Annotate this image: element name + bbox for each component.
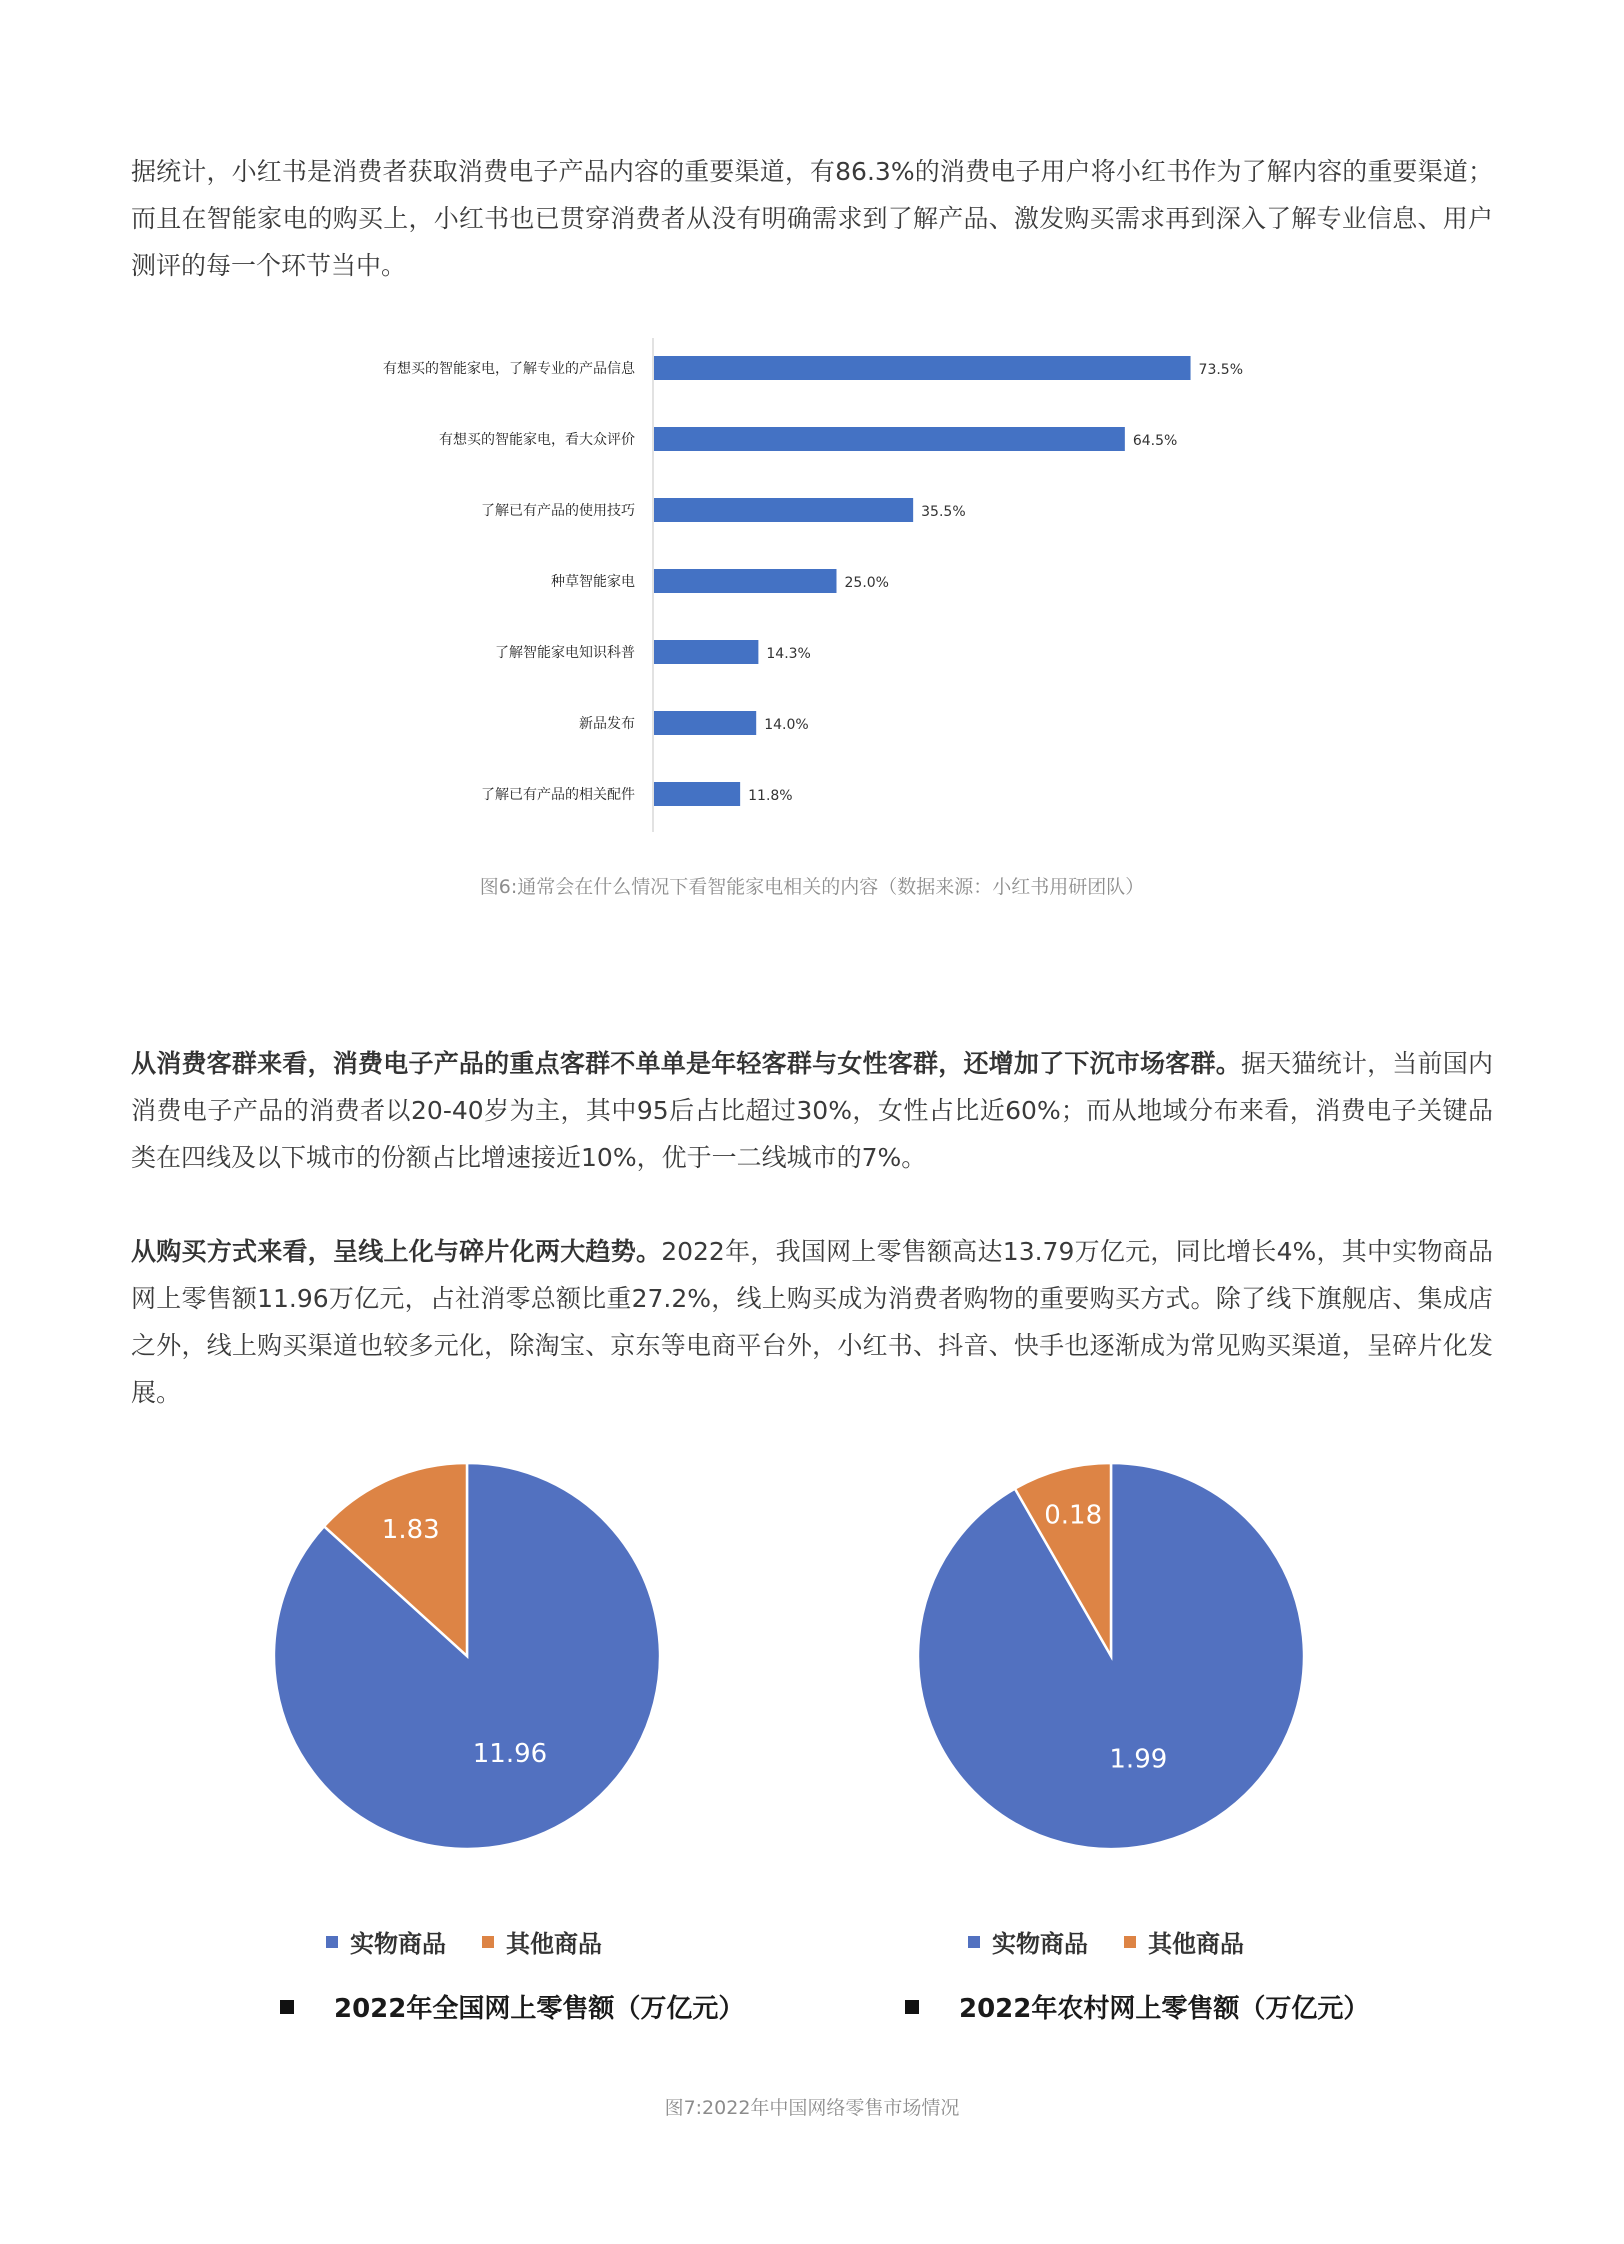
bar	[654, 356, 1191, 380]
pie-chart-national	[257, 1446, 677, 1866]
pie-value-label: 0.18	[1044, 1500, 1103, 1531]
legend-label: 实物商品	[992, 1930, 1088, 1958]
bar	[654, 782, 740, 806]
bar-category-label: 有想买的智能家电，了解专业的产品信息	[383, 361, 635, 377]
bar	[654, 427, 1125, 451]
bar-value-label: 64.5%	[1132, 433, 1178, 449]
purchase-paragraph-text: 2022年，我国网上零售额高达13.79万亿元，同比增长4%，其中实物商品网上零售额11.96万亿元，占社消零总额比重27.2%，线上购买成为消费者购物的重要购买方式。除了线下旗舰店、集成店之外，线上购买渠道也较多元化，除淘宝、京东等电商平台外，小红书、抖音、快手也逐渐成为常见购买渠道，呈碎片化发展。	[131, 1237, 1493, 1407]
bar	[654, 711, 756, 735]
legend-label: 其他商品	[506, 1930, 602, 1958]
legend-item-physical	[968, 1924, 1088, 1959]
purchase-paragraph-bold: 从购买方式来看，呈线上化与碎片化两大趋势。	[131, 1237, 662, 1266]
bar-value-label: 14.0%	[764, 717, 809, 733]
consumer-paragraph-bold: 从消费客群来看，消费电子产品的重点客群不单单是年轻客群与女性客群，还增加了下沉市场客群。	[131, 1049, 1241, 1078]
pie-title-text: 2022年全国网上零售额（万亿元）	[334, 1994, 745, 2024]
bar-chart	[0, 330, 1624, 850]
pie-value-label: 1.83	[381, 1514, 440, 1545]
bar-category-label: 了解智能家电知识科普	[495, 645, 635, 661]
bar-category-label: 了解已有产品的使用技巧	[481, 503, 635, 519]
pie-value-label: 11.96	[472, 1739, 548, 1770]
bar-category-label: 有想买的智能家电，看大众评价	[439, 432, 635, 448]
fig6-caption: 图6:通常会在什么情况下看智能家电相关的内容（数据来源：小红书用研团队）	[479, 876, 1145, 898]
pie-value-label: 1.99	[1109, 1744, 1168, 1775]
bar-value-label: 35.5%	[921, 504, 966, 520]
legend-swatch-orange	[1124, 1936, 1136, 1948]
intro-text: 据统计，小红书是消费者获取消费电子产品内容的重要渠道，有86.3%的消费电子用户将小红书作为了解内容的重要渠道；而且在智能家电的购买上，小红书也已贯穿消费者从没有明确需求到了解产品、激发购买需求再到深入了解专业信息、用户测评的每一个环节当中。	[131, 157, 1493, 280]
bar-value-label: 25.0%	[844, 575, 889, 591]
purchase-paragraph	[131, 1228, 1493, 1416]
bullet-icon	[905, 2000, 919, 2014]
pie-legend-national	[326, 1924, 638, 1959]
pie-chart-rural	[901, 1446, 1321, 1866]
consumer-paragraph	[131, 1040, 1493, 1181]
fig7-caption: 图7:2022年中国网络零售市场情况	[664, 2097, 960, 2119]
legend-item-other	[1124, 1924, 1244, 1959]
legend-swatch-blue	[968, 1936, 980, 1948]
pie-title-national	[280, 1988, 744, 2025]
bullet-icon	[280, 2000, 294, 2014]
bar-category-label: 了解已有产品的相关配件	[481, 787, 635, 803]
legend-item-other	[482, 1924, 602, 1959]
intro-paragraph	[131, 148, 1493, 289]
bar	[654, 640, 758, 664]
bar	[654, 498, 913, 522]
legend-label: 其他商品	[1148, 1930, 1244, 1958]
consumer-paragraph-text: 据天猫统计，当前国内消费电子产品的消费者以20-40岁为主，其中95后占比超过30%，女性占比近60%；而从地域分布来看，消费电子关键品类在四线及以下城市的份额占比增速接近10%，优于一二线城市的7%。	[131, 1049, 1493, 1172]
pie-legend-rural	[968, 1924, 1280, 1959]
bar-category-label: 新品发布	[579, 716, 635, 732]
legend-swatch-blue	[326, 1936, 338, 1948]
legend-swatch-orange	[482, 1936, 494, 1948]
bar-value-label: 14.3%	[766, 646, 811, 662]
bar-category-label: 种草智能家电	[551, 574, 635, 590]
bar-value-label: 73.5%	[1198, 362, 1244, 378]
legend-label: 实物商品	[350, 1930, 446, 1958]
bar-value-label: 11.8%	[748, 788, 793, 804]
legend-item-physical	[326, 1924, 446, 1959]
pie-title-text: 2022年农村网上零售额（万亿元）	[959, 1994, 1370, 2024]
pie-title-rural	[905, 1988, 1369, 2025]
bar	[654, 569, 837, 593]
